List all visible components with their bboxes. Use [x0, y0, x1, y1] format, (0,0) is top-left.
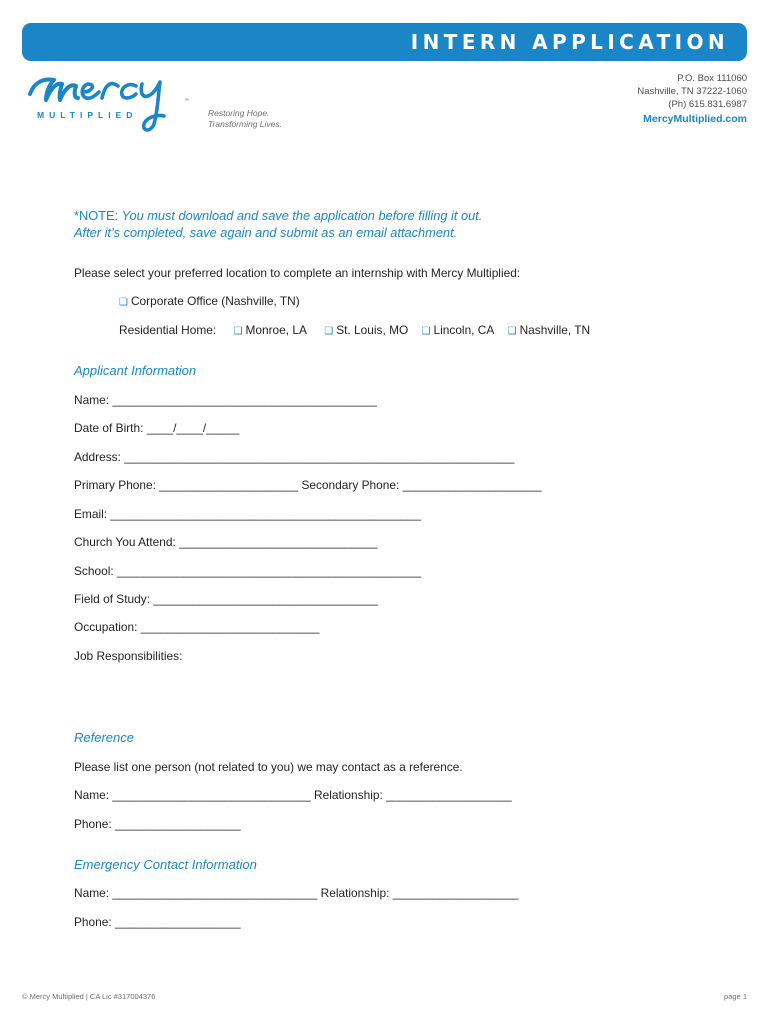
- emergency-phone-field[interactable]: Phone: ___________________: [74, 915, 241, 929]
- home-option-lincoln[interactable]: [422, 323, 495, 339]
- residential-label: Residential Home:: [119, 323, 217, 337]
- emergency-name-field[interactable]: Name: _______________________________: [74, 886, 318, 900]
- contact-block: [637, 72, 747, 126]
- reference-prompt: Please list one person (not related to you) we may contact as a reference.: [74, 760, 463, 774]
- applicant-heading: Applicant Information: [74, 363, 197, 378]
- logo-tagline: [208, 108, 282, 130]
- location-prompt: Please select your preferred location to complete an internship with Mercy Multiplied:: [74, 266, 521, 280]
- emergency-name-row: [74, 886, 518, 901]
- website-link[interactable]: MercyMultiplied.com: [643, 113, 747, 125]
- emergency-relationship-field[interactable]: Relationship: ___________________: [320, 886, 519, 900]
- emergency-heading: Emergency Contact Information: [74, 857, 257, 872]
- phone-fields: [74, 478, 541, 493]
- dob-field[interactable]: Date of Birth: ____/____/_____: [74, 421, 240, 435]
- tagline-line-1: Restoring Hope.: [208, 108, 270, 118]
- address-field[interactable]: Address: ___________________________________________________________: [74, 450, 515, 464]
- field-of-study-field[interactable]: Field of Study: __________________________________: [74, 592, 379, 606]
- note-line-2: After it’s completed, save again and submit as an email attachment.: [74, 225, 458, 240]
- church-field[interactable]: Church You Attend: ______________________________: [74, 535, 378, 549]
- po-box: P.O. Box 111060: [677, 73, 747, 84]
- checkbox-icon[interactable]: ❑: [507, 326, 517, 337]
- mercy-wordmark-logo: [24, 70, 224, 142]
- svg-text:™: ™: [184, 98, 189, 104]
- reference-name-field[interactable]: Name: ______________________________: [74, 788, 311, 802]
- job-responsibilities-label[interactable]: Job Responsibilities:: [74, 649, 183, 663]
- home-option-monroe[interactable]: [233, 323, 306, 339]
- secondary-phone-field[interactable]: Secondary Phone: _____________________: [301, 478, 542, 492]
- primary-phone-field[interactable]: Primary Phone: _____________________: [74, 478, 299, 492]
- checkbox-icon[interactable]: ❑: [233, 326, 243, 337]
- checkbox-icon[interactable]: ❑: [421, 326, 431, 337]
- logo-subtitle: MULTIPLIED: [37, 110, 138, 120]
- occupation-field[interactable]: Occupation: ___________________________: [74, 620, 320, 634]
- download-note: [74, 207, 482, 241]
- checkbox-icon[interactable]: ❑: [119, 297, 128, 308]
- note-line-1: You must download and save the application before filling it out.: [121, 208, 483, 223]
- home-label: Monroe, LA: [245, 323, 307, 337]
- checkbox-icon[interactable]: ❑: [324, 326, 334, 337]
- name-field[interactable]: Name: ________________________________________: [74, 393, 377, 407]
- home-label: St. Louis, MO: [336, 323, 409, 337]
- reference-phone-field[interactable]: Phone: ___________________: [74, 817, 241, 831]
- home-label: Lincoln, CA: [433, 323, 495, 337]
- corporate-label: Corporate Office (Nashville, TN): [130, 294, 300, 308]
- school-field[interactable]: School: ______________________________________________: [74, 564, 422, 578]
- home-option-st-louis[interactable]: [324, 323, 408, 339]
- title-banner: [22, 23, 747, 61]
- email-field[interactable]: Email: _______________________________________________: [74, 507, 422, 521]
- footer-copyright: © Mercy Multiplied | CA Lic #317004376: [22, 992, 156, 1001]
- phone-number: (Ph) 615.831.6987: [668, 99, 747, 110]
- residential-options: [119, 323, 590, 339]
- home-label: Nashville, TN: [519, 323, 591, 337]
- page-title: INTERN APPLICATION: [410, 30, 729, 54]
- home-option-nashville[interactable]: [508, 323, 590, 339]
- corporate-option[interactable]: [119, 294, 300, 310]
- city-address: Nashville, TN 37222-1060: [637, 86, 747, 97]
- reference-relationship-field[interactable]: Relationship: ___________________: [314, 788, 512, 802]
- tagline-line-2: Transforming Lives.: [208, 119, 283, 129]
- reference-name-row: [74, 788, 512, 803]
- footer-page-number: page 1: [724, 992, 747, 1001]
- note-prefix: *NOTE:: [74, 208, 122, 223]
- reference-heading: Reference: [74, 730, 134, 745]
- mercy-multiplied-logo: [24, 70, 284, 140]
